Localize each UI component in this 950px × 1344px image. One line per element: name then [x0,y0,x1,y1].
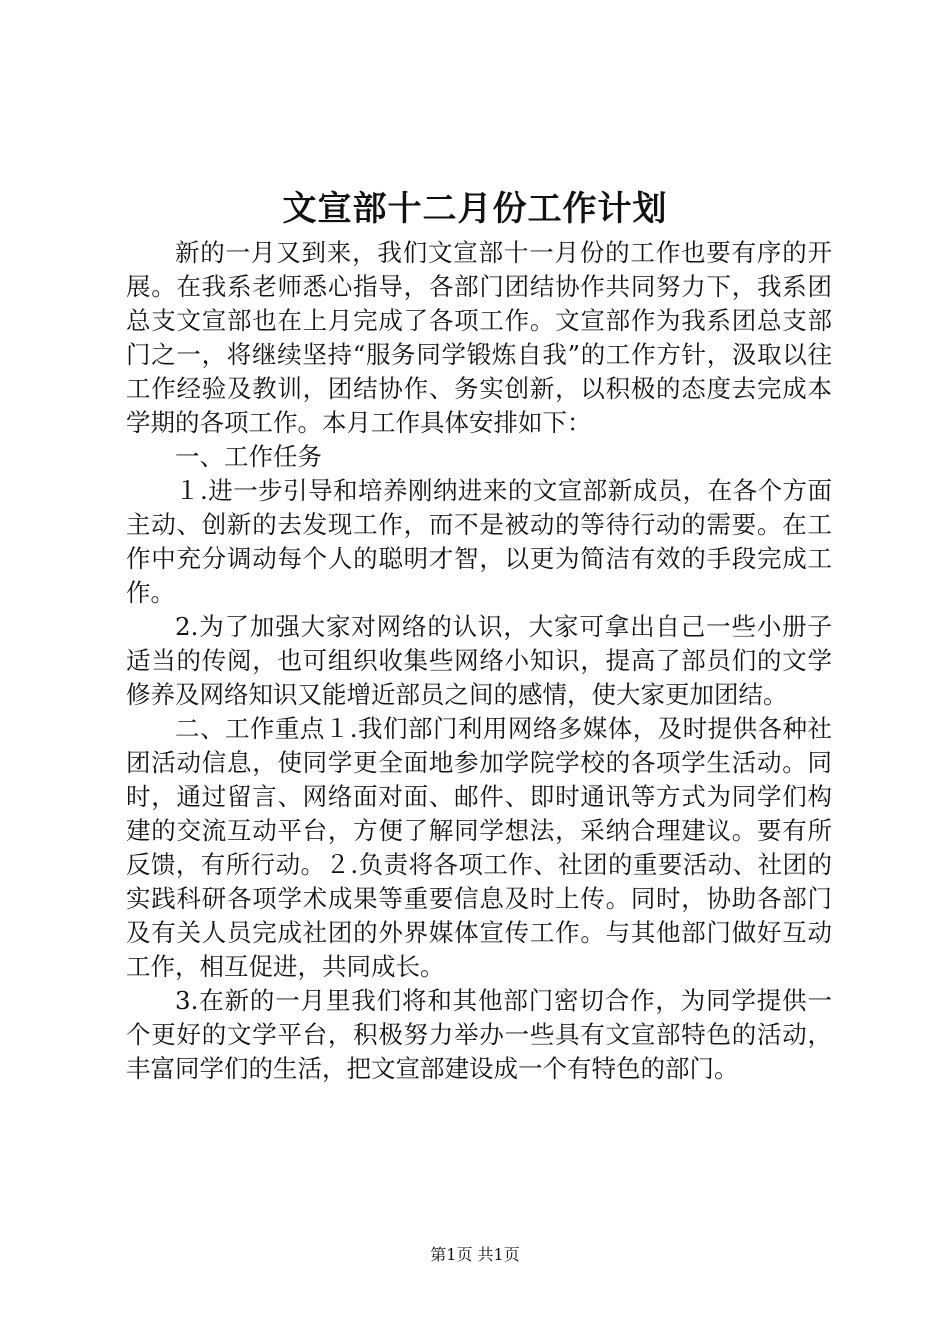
section-heading-tasks: 一、工作任务 [175,442,322,471]
task-item-2: 2.为了加强大家对网络的认识，大家可拿出自己一些小册子适当的传阅，也可组织收集些网络小知识，提高了部员们的文学修养及网络知识又能增近部员之间的感情，使大家更加团结。 [126,612,832,709]
document-body [126,236,832,1086]
document-title: 文宣部十二月份工作计划 [282,189,668,229]
task-item-1: １.进一步引导和培养刚纳进来的文宣部新成员，在各个方面主动、创新的去发现工作，而不是被动的等待行动的需要。在工作中充分调动每个人的聪明才智，以更为简洁有效的手段完成工作。 [126,476,832,607]
section-key-points: 二、工作重点１.我们部门利用网络多媒体，及时提供各种社团活动信息，使同学更全面地参加学院学校的各项学生活动。同时，通过留言、网络面对面、邮件、即时通讯等方式为同学们构建的交流互动平台，方便了解同学想法，采纳合理建议。要有所反馈，有所行动。２.负责将各项工作、社团的重要活动、社团的实践科研各项学术成果等重要信息及时上传。同时，协助各部门及有关人员完成社团的外界媒体宣传工作。与其他部门做好互动工作，相互促进，共同成长。 [126,714,832,981]
intro-paragraph: 新的一月又到来，我们文宣部十一月份的工作也要有序的开展。在我系老师悉心指导，各部门团结协作共同努力下，我系团总支文宣部也在上月完成了各项工作。文宣部作为我系团总支部门之一，将继续坚持“服务同学锻炼自我”的工作方针，汲取以往工作经验及教训，团结协作、务实创新，以积极的态度去完成本学期的各项工作。本月工作具体安排如下： [126,238,832,437]
key-point-3: 3.在新的一月里我们将和其他部门密切合作，为同学提供一个更好的文学平台，积极努力举办一些具有文宣部特色的活动，丰富同学们的生活，把文宣部建设成一个有特色的部门。 [126,986,832,1083]
page-footer: 第1页 共1页 [430,1245,520,1264]
